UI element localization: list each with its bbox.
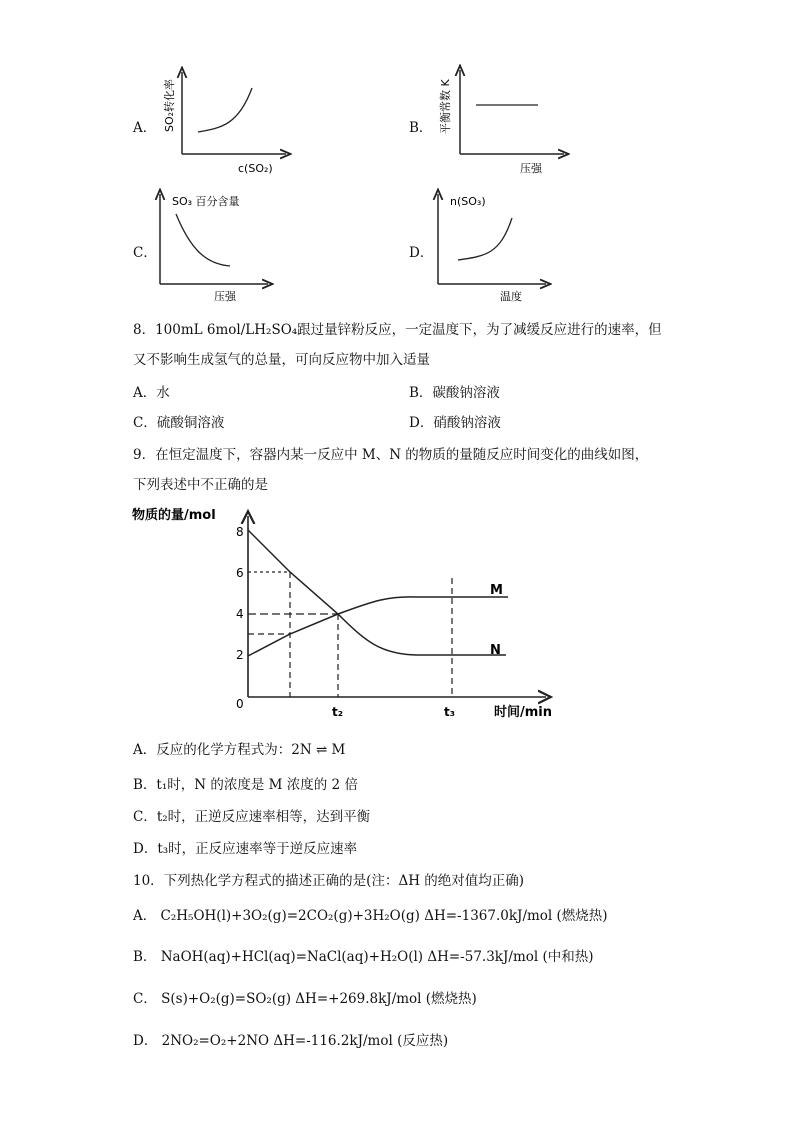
q7b-xlabel: 压强: [520, 162, 542, 175]
q9-ytick-2: 2: [236, 648, 244, 662]
q7-graph-c: [150, 188, 300, 306]
q9-label-n: N: [490, 643, 501, 658]
q8-option-b: B．碳酸钠溶液: [409, 385, 500, 401]
q9-stem-line2: 下列表述中不正确的是: [133, 477, 268, 493]
q7-option-c-label: C．: [133, 245, 157, 261]
q9-stem-line1: 9．在恒定温度下，容器内某一反应中 M、N 的物质的量随反应时间变化的曲线如图，: [133, 447, 649, 463]
q7-option-a-label: A．: [133, 120, 157, 136]
q7b-ylabel: 平衡常数 K: [439, 79, 452, 134]
q7-option-d-label: D．: [409, 245, 434, 261]
q9-option-c: C．t₂时，正逆反应速率相等，达到平衡: [133, 809, 371, 825]
q10-option-b: B． NaOH(aq)+HCl(aq)=NaCl(aq)+H₂O(l) ΔH=-57.3kJ/mol (中和热): [133, 949, 594, 965]
q9-origin: 0: [236, 697, 244, 711]
q8-stem-line2: 又不影响生成氢气的总量，可向反应物中加入适量: [133, 352, 430, 368]
q9-chart: [126, 502, 576, 724]
q9-xlabel: 时间/min: [494, 705, 553, 720]
q7a-ylabel: SO₂转化率: [163, 78, 176, 132]
q9-ytick-6: 6: [236, 566, 244, 580]
q7a-xlabel: c(SO₂): [238, 162, 273, 175]
q10-option-c: C． S(s)+O₂(g)=SO₂(g) ΔH=+269.8kJ/mol (燃烧热): [133, 991, 477, 1007]
q7c-ylabel: SO₃ 百分含量: [172, 195, 240, 208]
q9-ytick-8: 8: [236, 525, 244, 539]
q9-xtick-t2: t₂: [332, 705, 343, 719]
q7d-xlabel: 温度: [500, 290, 522, 303]
q7-graph-d: [428, 188, 568, 306]
q9-ylabel: 物质的量/mol: [132, 508, 216, 523]
q8-option-d: D．硝酸钠溶液: [409, 415, 501, 431]
q8-option-c: C．硫酸铜溶液: [133, 415, 225, 431]
q7c-xlabel: 压强: [214, 290, 236, 303]
q7-option-b-label: B．: [409, 120, 433, 136]
q9-label-m: M: [490, 583, 503, 598]
q10-stem: 10．下列热化学方程式的描述正确的是(注：ΔH 的绝对值均正确): [133, 873, 525, 889]
q9-xtick-t3: t₃: [444, 705, 455, 719]
q8-stem-line1: 8．100mL 6mol/LH₂SO₄跟过量锌粉反应，一定温度下，为了减缓反应进行的速率，但: [133, 322, 662, 338]
q10-option-d: D． 2NO₂=O₂+2NO ΔH=-116.2kJ/mol (反应热): [133, 1033, 449, 1049]
q7-graph-a: [160, 66, 300, 176]
q10-option-a: A． C₂H₅OH(l)+3O₂(g)=2CO₂(g)+3H₂O(g) ΔH=-1367.0kJ/mol (燃烧热): [133, 908, 608, 924]
q7-graph-b: [436, 64, 576, 176]
q7d-ylabel: n(SO₃): [450, 195, 486, 208]
q9-option-d: D．t₃时，正反应速率等于逆反应速率: [133, 841, 358, 857]
q9-option-a: A．反应的化学方程式为：2N ⇌ M: [133, 742, 346, 758]
q8-option-a: A．水: [133, 385, 170, 401]
q9-ytick-4: 4: [236, 607, 244, 621]
q9-option-b: B．t₁时，N 的浓度是 M 浓度的 2 倍: [133, 777, 358, 793]
